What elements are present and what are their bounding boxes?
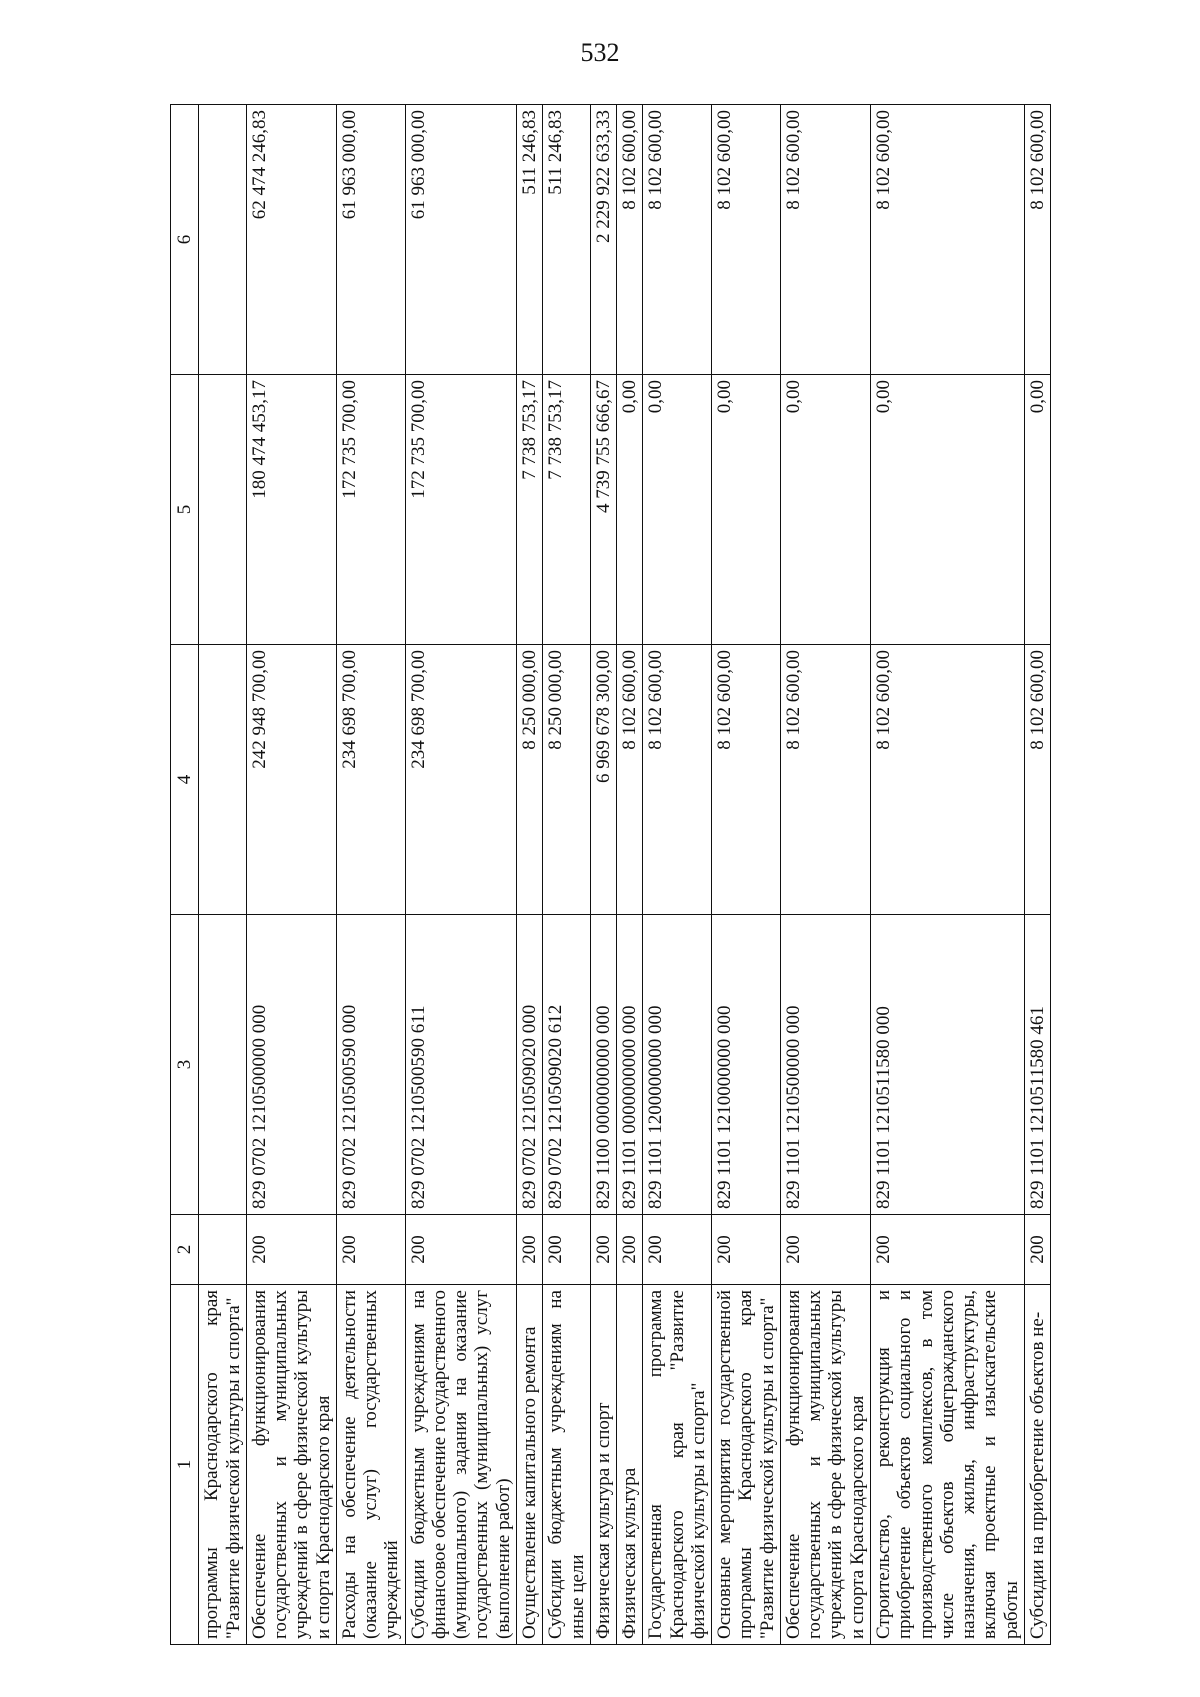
row-name-cell: программы Краснодарского края "Развитие физической культуры и спорта" — [199, 1285, 247, 1645]
row-value-col6-cell: 8 102 600,00 — [780, 105, 870, 375]
row-name-cell: Основные мероприятия государственной программы Краснодарского края "Развитие физической культуры и спорта" — [712, 1285, 781, 1645]
row-name-cell: Осуществление капитального ремонта — [516, 1285, 542, 1645]
row-code-cell: 200 — [780, 1215, 870, 1285]
row-value-col4-cell: 8 102 600,00 — [1024, 645, 1050, 915]
row-value-col6-cell: 8 102 600,00 — [870, 105, 1024, 375]
table-row — [617, 105, 643, 1645]
row-name-cell: Субсидии бюджетным учреждениям на иные цели — [543, 1285, 591, 1645]
row-value-col5-cell: 0,00 — [643, 375, 712, 645]
table-row — [1024, 105, 1050, 1645]
row-name-cell: Субсидии на приобретение объектов не- — [1024, 1285, 1050, 1645]
row-kbk-cell: 829 1101 1210511580 000 — [870, 915, 1024, 1215]
row-name-cell: Физическая культура и спорт — [590, 1285, 616, 1645]
row-value-col6-cell: 8 102 600,00 — [617, 105, 643, 375]
row-kbk-cell: 829 0702 1210509020 000 — [516, 915, 542, 1215]
row-value-col5-cell: 180 474 453,17 — [246, 375, 336, 645]
row-value-col5-cell: 0,00 — [780, 375, 870, 645]
row-kbk-cell: 829 1101 1200000000 000 — [643, 915, 712, 1215]
row-value-col5-cell: 0,00 — [1024, 375, 1050, 645]
row-code-cell: 200 — [543, 1215, 591, 1285]
row-value-col4-cell — [199, 645, 247, 915]
row-kbk-cell: 829 0702 1210500590 000 — [336, 915, 405, 1215]
table-row — [516, 105, 542, 1645]
row-code-cell: 200 — [712, 1215, 781, 1285]
header-cell: 5 — [171, 375, 199, 645]
header-cell: 4 — [171, 645, 199, 915]
row-value-col4-cell: 234 698 700,00 — [405, 645, 516, 915]
row-value-col4-cell: 6 969 678 300,00 — [590, 645, 616, 915]
table-row — [336, 105, 405, 1645]
row-value-col4-cell: 242 948 700,00 — [246, 645, 336, 915]
row-name-cell: Субсидии бюджетным учреждениям на финансовое обеспечение государственного (муниципального) задания на оказание государственных (муниципальных) услуг (выполнение работ) — [405, 1285, 516, 1645]
row-value-col6-cell: 8 102 600,00 — [1024, 105, 1050, 375]
row-value-col4-cell: 8 102 600,00 — [643, 645, 712, 915]
row-code-cell: 200 — [590, 1215, 616, 1285]
row-code-cell: 200 — [405, 1215, 516, 1285]
row-code-cell: 200 — [870, 1215, 1024, 1285]
row-code-cell: 200 — [1024, 1215, 1050, 1285]
row-value-col6-cell: 61 963 000,00 — [336, 105, 405, 375]
row-name-cell: Строительство, реконструкция и приобретение объектов социального и производственного комплексов, в том числе объектов общегражданского назначения, жилья, инфраструктуры, включая проектные и изыскательские работы — [870, 1285, 1024, 1645]
table-header-row — [171, 105, 199, 1645]
row-value-col5-cell: 7 738 753,17 — [516, 375, 542, 645]
table-row — [712, 105, 781, 1645]
row-value-col5-cell: 0,00 — [870, 375, 1024, 645]
row-value-col6-cell: 511 246,83 — [543, 105, 591, 375]
page-number: 532 — [580, 38, 620, 67]
row-value-col5-cell: 0,00 — [712, 375, 781, 645]
row-kbk-cell: 829 1101 1210000000 000 — [712, 915, 781, 1215]
row-value-col6-cell: 2 229 922 633,33 — [590, 105, 616, 375]
row-value-col5-cell: 0,00 — [617, 375, 643, 645]
row-kbk-cell: 829 1101 0000000000 000 — [617, 915, 643, 1215]
row-value-col4-cell: 8 102 600,00 — [870, 645, 1024, 915]
row-value-col4-cell: 234 698 700,00 — [336, 645, 405, 915]
row-code-cell: 200 — [246, 1215, 336, 1285]
row-value-col4-cell: 8 250 000,00 — [516, 645, 542, 915]
row-kbk-cell: 829 0702 1210500000 000 — [246, 915, 336, 1215]
row-value-col6-cell: 61 963 000,00 — [405, 105, 516, 375]
row-kbk-cell: 829 1101 1210511580 461 — [1024, 915, 1050, 1215]
row-kbk-cell: 829 0702 1210500590 611 — [405, 915, 516, 1215]
row-code-cell: 200 — [336, 1215, 405, 1285]
table-row — [246, 105, 336, 1645]
row-value-col6-cell: 62 474 246,83 — [246, 105, 336, 375]
row-name-cell: Расходы на обеспечение деятельности (оказание услуг) государственных учреждений — [336, 1285, 405, 1645]
table-wrapper — [170, 105, 1092, 1645]
table-row — [543, 105, 591, 1645]
row-kbk-cell: 829 1100 0000000000 000 — [590, 915, 616, 1215]
budget-table — [170, 104, 1051, 1645]
table-row — [199, 105, 247, 1645]
table-row — [590, 105, 616, 1645]
header-cell: 3 — [171, 915, 199, 1215]
row-value-col4-cell: 8 102 600,00 — [617, 645, 643, 915]
row-code-cell: 200 — [617, 1215, 643, 1285]
table-row — [780, 105, 870, 1645]
table-row — [643, 105, 712, 1645]
row-code-cell: 200 — [516, 1215, 542, 1285]
row-code-cell: 200 — [643, 1215, 712, 1285]
row-value-col5-cell: 172 735 700,00 — [336, 375, 405, 645]
row-value-col6-cell: 8 102 600,00 — [643, 105, 712, 375]
table-row — [405, 105, 516, 1645]
row-value-col6-cell: 511 246,83 — [516, 105, 542, 375]
row-value-col4-cell: 8 102 600,00 — [712, 645, 781, 915]
row-value-col6-cell — [199, 105, 247, 375]
row-code-cell — [199, 1215, 247, 1285]
row-kbk-cell — [199, 915, 247, 1215]
header-cell: 1 — [171, 1285, 199, 1645]
row-value-col5-cell: 4 739 755 666,67 — [590, 375, 616, 645]
row-name-cell: Обеспечение функционирования государственных и муниципальных учреждений в сфере физической культуры и спорта Краснодарского края — [780, 1285, 870, 1645]
row-value-col4-cell: 8 250 000,00 — [543, 645, 591, 915]
row-value-col5-cell: 7 738 753,17 — [543, 375, 591, 645]
row-name-cell: Государственная программа Краснодарского края "Развитие физической культуры и спорта" — [643, 1285, 712, 1645]
header-cell: 2 — [171, 1215, 199, 1285]
table-body — [171, 105, 1051, 1645]
row-kbk-cell: 829 0702 1210509020 612 — [543, 915, 591, 1215]
row-value-col5-cell — [199, 375, 247, 645]
row-name-cell: Физическая культура — [617, 1285, 643, 1645]
row-value-col5-cell: 172 735 700,00 — [405, 375, 516, 645]
header-cell: 6 — [171, 105, 199, 375]
table-row — [870, 105, 1024, 1645]
row-kbk-cell: 829 1101 1210500000 000 — [780, 915, 870, 1215]
row-value-col6-cell: 8 102 600,00 — [712, 105, 781, 375]
row-name-cell: Обеспечение функционирования государственных и муниципальных учреждений в сфере физической культуры и спорта Краснодарского края — [246, 1285, 336, 1645]
row-value-col4-cell: 8 102 600,00 — [780, 645, 870, 915]
